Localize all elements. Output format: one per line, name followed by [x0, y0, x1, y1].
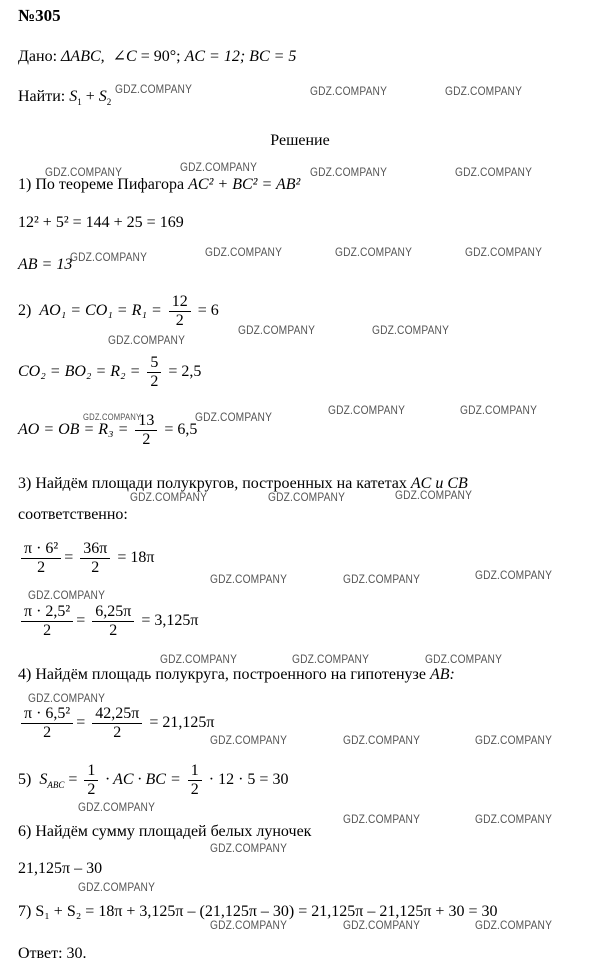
step3f1-res: = 18π: [117, 549, 155, 567]
step3-formula-2: $\frac{\text{π · 2,5²}}{2}$ = $\frac{6,25\pi}{2}$ = 3,125π: [18, 603, 198, 640]
step3f1-frac-a: [21, 540, 61, 577]
watermark: GDZ.COMPANY: [205, 245, 283, 259]
find-line: [18, 88, 111, 106]
watermark: GDZ.COMPANY: [343, 733, 421, 747]
step3f1-den2: 2: [91, 559, 100, 576]
given-angle-value: = 90°;: [140, 48, 181, 65]
step5-tail: · 12 · 5 = 30: [208, 771, 289, 789]
watermark: GDZ.COMPANY: [210, 733, 288, 747]
step2c-res: = 6,5: [164, 421, 198, 439]
step3f2-frac-b: [92, 603, 134, 640]
step2-line-b: [18, 354, 201, 391]
watermark: GDZ.COMPANY: [343, 572, 421, 586]
watermark: GDZ.COMPANY: [328, 403, 406, 417]
step1-result: [18, 256, 72, 274]
step2-line-a: [18, 293, 219, 330]
find-label: Найти:: [18, 88, 66, 105]
watermark: GDZ.COMPANY: [108, 333, 186, 347]
step3f1-num: π · 6²: [21, 540, 61, 559]
watermark: GDZ.COMPANY: [343, 812, 421, 826]
step3-formula-1: $\frac{\text{π · 6²}}{2}$ = $\frac{36\pi}{2}$ = 18π: [18, 540, 154, 577]
watermark: GDZ.COMPANY: [475, 812, 553, 826]
step5-num: 1: [84, 762, 98, 781]
step2b-fraction: [147, 354, 161, 391]
watermark: GDZ.COMPANY: [475, 568, 553, 582]
step5-den2: 2: [190, 781, 199, 798]
watermark: GDZ.COMPANY: [372, 323, 450, 337]
step3-cats: AC и CB: [410, 475, 468, 492]
step5-frac-b: [188, 762, 202, 799]
watermark: GDZ.COMPANY: [268, 490, 346, 504]
step7-line: 7) S₁ + S₂ = 18π + 3,125π – (21,125π – 30) = 21,125π – 21,125π + 30 = 30: [18, 903, 498, 920]
watermark: GDZ.COMPANY: [292, 652, 370, 666]
answer: Ответ: 30.: [18, 945, 87, 962]
step1-calc: 12² + 5² = 144 + 25 = 169: [18, 214, 184, 231]
given-ac: AC = 12;: [184, 48, 246, 65]
watermark: GDZ.COMPANY: [425, 652, 503, 666]
watermark: GDZ.COMPANY: [310, 165, 388, 179]
given-line: Дано: ΔABC, ∠C = 90°; AC = 12; BC = 5: [18, 48, 297, 65]
step6-expr: 21,125π – 30: [18, 860, 103, 877]
step4f-num2: 42,25π: [92, 705, 142, 724]
find-s2-sub: 2: [106, 97, 112, 107]
step1-formula: AC² + BC² = AB²: [188, 176, 301, 193]
watermark: GDZ.COMPANY: [310, 84, 388, 98]
problem-number: №305: [18, 6, 61, 25]
step2b-num: 5: [147, 354, 161, 373]
step3f2-frac-a: [21, 603, 73, 640]
step3f1-den: 2: [37, 559, 46, 576]
step1-result-text: AB = 13: [18, 256, 73, 273]
step3f1-num2: 36π: [80, 540, 110, 559]
step6-text: 6) Найдём сумму площадей белых луночек: [18, 823, 312, 840]
step3-text2: соответственно:: [18, 506, 128, 523]
step4f-frac-b: [92, 705, 142, 742]
given-label: Дано:: [18, 48, 58, 65]
watermark: GDZ.COMPANY: [465, 245, 543, 259]
step5-lhs-sub: ABC: [47, 780, 65, 791]
step2b-res: = 2,5: [168, 363, 202, 381]
watermark: GDZ.COMPANY: [160, 652, 238, 666]
watermark: GDZ.COMPANY: [445, 84, 523, 98]
watermark: GDZ.COMPANY: [210, 918, 288, 932]
step2a-den: 2: [175, 312, 184, 329]
step3f1-frac-b: [80, 540, 110, 577]
step2a-fraction: [169, 293, 191, 330]
watermark: GDZ.COMPANY: [343, 918, 421, 932]
watermark: GDZ.COMPANY: [78, 880, 156, 894]
step3f2-num: π · 2,5²: [21, 603, 73, 622]
step4-formula: $\frac{\text{π · 6,5²}}{2}$ = $\frac{42,25\pi}{2}$ = 21,125π: [18, 705, 214, 742]
find-plus: +: [81, 88, 99, 105]
given-bc: BC = 5: [249, 48, 297, 65]
step1-text: 1) По теореме Пифагора: [18, 176, 185, 193]
watermark: GDZ.COMPANY: [195, 410, 273, 424]
step4f-frac-a: [21, 705, 73, 742]
watermark: GDZ.COMPANY: [28, 691, 106, 705]
step2b-left: CO₂ = BO₂ = R₂ =: [18, 363, 141, 381]
step2b-den: 2: [150, 373, 159, 390]
watermark: GDZ.COMPANY: [45, 165, 123, 179]
watermark: GDZ.COMPANY: [210, 572, 288, 586]
step5-line: [18, 762, 288, 799]
watermark: GDZ.COMPANY: [455, 165, 533, 179]
step2a-res: = 6: [197, 302, 219, 320]
step4-text: 4) Найдём площадь полукруга, построенного на гипотенузе: [18, 666, 426, 683]
given-triangle: ΔABC,: [61, 48, 105, 65]
watermark: GDZ.COMPANY: [130, 490, 208, 504]
step2a-num: 12: [169, 293, 191, 312]
find-s2: S: [98, 88, 107, 105]
watermark: GDZ.COMPANY: [335, 245, 413, 259]
watermark: GDZ.COMPANY: [475, 733, 553, 747]
step3f2-den: 2: [43, 622, 52, 639]
step2a-left: AO₁ = CO₁ = R₁ =: [39, 302, 162, 320]
watermark: GDZ.COMPANY: [460, 403, 538, 417]
watermark: GDZ.COMPANY: [83, 412, 142, 422]
step5-lhs: S: [39, 771, 48, 789]
step3f2-num2: 6,25π: [92, 603, 134, 622]
step4f-den: 2: [43, 724, 52, 741]
step2c-num: 13: [135, 412, 157, 431]
solution-heading: Решение: [270, 132, 330, 149]
step2c-left: AO = OB = R₃ =: [18, 421, 129, 439]
watermark: GDZ.COMPANY: [115, 82, 193, 96]
step5-frac-a: [84, 762, 98, 799]
watermark: GDZ.COMPANY: [180, 160, 258, 174]
step2c-den: 2: [142, 431, 151, 448]
step4-line: [18, 666, 455, 684]
watermark: GDZ.COMPANY: [210, 841, 288, 855]
step5-eq: =: [68, 771, 78, 789]
step4f-num: π · 6,5²: [21, 705, 73, 724]
step2-label: 2): [18, 302, 32, 320]
watermark: GDZ.COMPANY: [475, 918, 553, 932]
step4f-den2: 2: [113, 724, 122, 741]
given-angle-name: C: [126, 48, 137, 65]
step4f-res: = 21,125π: [149, 714, 215, 732]
watermark: GDZ.COMPANY: [28, 588, 106, 602]
step4-hyp: AB:: [429, 666, 455, 683]
watermark: GDZ.COMPANY: [78, 800, 156, 814]
step3f2-den2: 2: [109, 622, 118, 639]
find-s1-sub: 1: [77, 97, 82, 107]
step5-num2: 1: [188, 762, 202, 781]
step5-label: 5): [18, 771, 32, 789]
step5-mid: · AC · BC =: [105, 771, 181, 789]
watermark: GDZ.COMPANY: [395, 488, 473, 502]
step3f2-res: = 3,125π: [141, 612, 199, 630]
find-s1: S: [69, 88, 78, 105]
step3-text: 3) Найдём площади полукругов, построенных на катетах: [18, 475, 407, 492]
watermark: GDZ.COMPANY: [70, 250, 148, 264]
watermark: GDZ.COMPANY: [238, 323, 316, 337]
step5-den: 2: [87, 781, 96, 798]
